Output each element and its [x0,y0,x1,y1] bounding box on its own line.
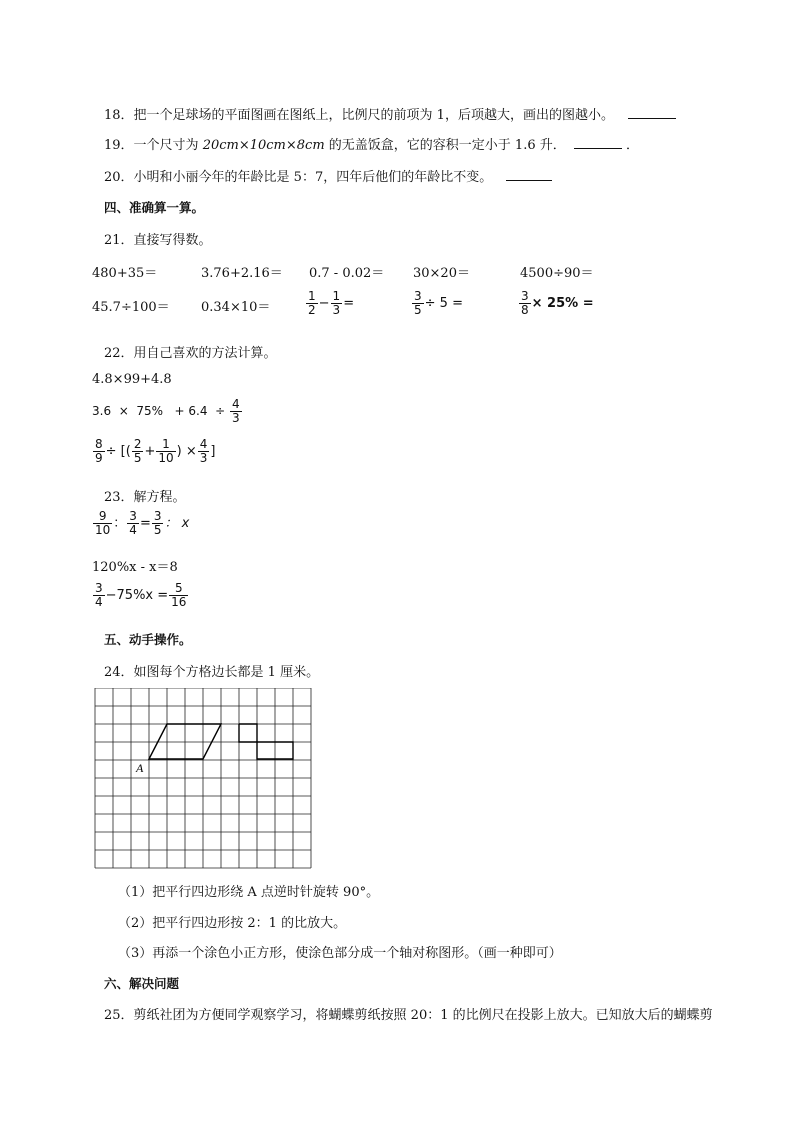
answer-blank[interactable] [506,168,552,181]
calc-item: 0.34×10＝ [201,300,271,315]
question-24-text: 24．如图每个方格边长都是 1 厘米。 [104,665,320,680]
calc-item: 4500÷90＝ [520,266,594,281]
sub-question-3: （3）再添一个涂色小正方形，使涂色部分成一个轴对称图形。（画一种即可） [118,946,562,961]
question-21-text: 21．直接写得数。 [104,233,212,248]
question-18-text: 18．把一个足球场的平面图画在图纸上，比例尺的前项为 1，后项越大，画出的图越小。 [104,108,614,123]
calc-item: 0.7 - 0.02＝ [309,266,385,281]
sub-question-2: （2）把平行四边形按 2：1 的比放大。 [118,916,347,931]
point-a-label: A [136,761,144,775]
calc-item: 3.76+2.16＝ [201,266,283,281]
expression-1: 4.8×99+4.8 [92,372,172,387]
square-grid-figure[interactable] [94,688,312,870]
section-6-title: 六、解决问题 [104,976,180,991]
calc-item: 30×20＝ [413,266,470,281]
fraction-calc-item: $\frac{1}{2}$ − $\frac{1}{3}$ = [308,289,355,317]
expression-2: 3.6 × 75% + 6.4 ÷ $\frac{4}{3}$ [92,397,240,425]
question-25-text: 25．剪纸社团为方便同学观察学习，将蝴蝶剪纸按照 20：1 的比例尺在投影上放大。已知放大后的蝴蝶剪 [104,1008,713,1023]
dimension-text: 20cm×10cm×8cm [202,138,325,153]
answer-blank[interactable] [628,106,676,119]
answer-blank[interactable] [574,136,622,149]
fraction-calc-item: $\frac{3}{5}$ ÷ 5 = [414,289,463,317]
period: ． [626,138,640,153]
equation-2: 120%x - x＝8 [92,560,178,575]
question-22-text: 22．用自己喜欢的方法计算。 [104,346,277,361]
equation-1: $\frac{9}{10}$ ： $\frac{3}{4}$ = $\frac{3}{5}$ ： x [95,509,190,537]
shaded-squares-outline [239,724,293,759]
question-20 [104,166,552,185]
question-19-text: 19．一个尺寸为 [104,138,203,153]
expression-3: $\frac{8}{9}$ ÷ [( $\frac{2}{5}$ + $\frac{1}{10}$ ) × $\frac{4}{3}$ ] [95,437,216,465]
grid-lines [95,688,311,868]
equation-3: $\frac{3}{4}$ −75%x = $\frac{5}{16}$ [95,581,187,609]
question-18 [104,104,676,123]
section-4-title: 四、准确算一算。 [104,200,205,215]
question-23-text: 23．解方程。 [104,490,186,505]
calc-item: 45.7÷100＝ [92,300,170,315]
question-19 [104,134,639,153]
sub-question-1: （1）把平行四边形绕 A 点逆时针旋转 90°。 [118,885,380,900]
section-5-title: 五、动手操作。 [104,632,192,647]
question-20-text: 20．小明和小丽今年的年龄比是 5：7，四年后他们的年龄比不变。 [104,170,493,185]
fraction-calc-item: $\frac{3}{8}$ × 25% = [521,289,594,317]
calc-item: 480+35＝ [92,266,158,281]
question-19-text-end: 的无盖饭盒，它的容积一定小于 1.6 升． [324,138,566,153]
